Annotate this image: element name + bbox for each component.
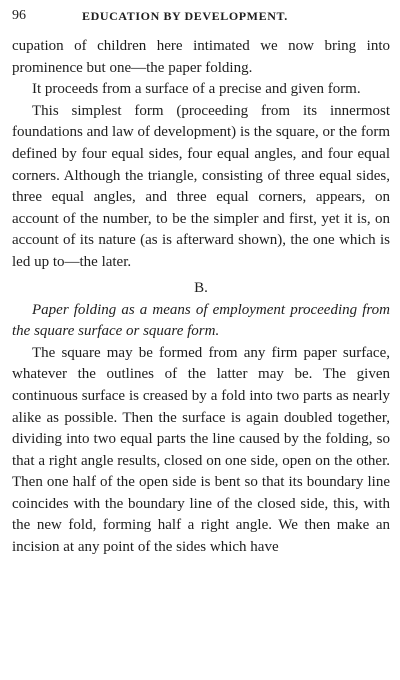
paragraph: It proceeds from a surface of a precise and given form. — [32, 81, 361, 98]
running-head: EDUCATION BY DEVELOPMENT. — [82, 9, 288, 23]
body-text — [12, 36, 390, 559]
page-number: 96 — [12, 8, 26, 23]
section-heading: B. — [194, 279, 208, 296]
page-header — [12, 6, 390, 26]
section-subtitle: Paper folding as a means of employment proceeding from the square surface or square form. — [12, 301, 390, 340]
paragraph: The square may be formed from any firm paper surface, whatever the outlines of the latter may be. The given continuous surface is creased by a fold into two parts as nearly alike as possible. Then the surface is again doubled together, dividing into two equal parts the line caused by the folding, so that a right angle results, closed on one side, open on the other. Then one half of the open side is bent so that its boundary line coincides with the boundary line of the closed side, this, with the new fold, forming half a right angle. We then make an incision at any point of the sides which have — [12, 344, 390, 556]
paragraph-continuation: cupation of children here intimated we now bring into prominence but one—the paper folding. — [12, 38, 390, 76]
paragraph: This simplest form (proceeding from its innermost foundations and law of development) is the square, or the form defined by four equal sides, four equal angles, and four equal corners. Although the triangle, consisting of three equal sides, three equal angles, and three equal corners, appears, on account of the number, to be the simpler and first, yet it is, on account of its nature (as is afterward shown), the one which is led up to—the later. — [12, 102, 390, 270]
